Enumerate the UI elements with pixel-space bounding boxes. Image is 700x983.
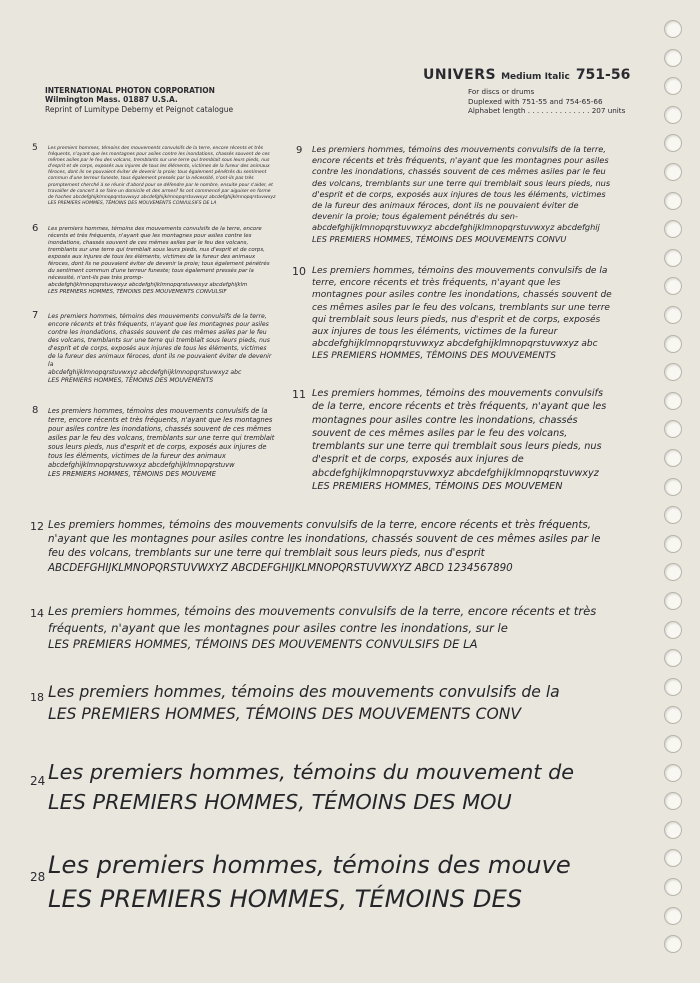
sample-caps: LES PREMIERS HOMMES, TÉMOINS DES MOUVEMEN — [312, 481, 563, 493]
typeface-weight: Medium Italic — [501, 72, 570, 82]
sample-size-7 — [32, 310, 276, 385]
sample-caps: LES PREMIERS HOMMES, TÉMOINS DES MOUVEMENTS — [312, 351, 556, 362]
typeface-code: 751-56 — [575, 67, 631, 83]
sample-size-18 — [30, 682, 613, 725]
binder-hole — [664, 506, 682, 524]
binder-hole — [664, 420, 682, 438]
typeface-family: UNIVERS — [423, 67, 497, 83]
sample-alphabet: abcdefghijklmnopqrstuvwxyz abcdefghijklmnopqrstuvwxyz — [312, 467, 599, 479]
binder-hole — [664, 49, 682, 67]
company-reprint-note: Reprint of Lumitype Deberny et Peignot catalogue — [45, 104, 234, 114]
typeface-title — [423, 64, 653, 83]
sample-size-label: 28 — [30, 870, 46, 884]
sample-size-label: 6 — [32, 223, 39, 234]
binder-hole — [664, 535, 682, 553]
binder-holes — [664, 0, 686, 983]
sample-alphabet: abcdefghijklmnopqrstuvwxyz abcdefghijklmnopqrstuvwxyz abc — [48, 369, 242, 376]
sample-text: Les premiers hommes, témoins des mouvements convulsifs de la terre, encore récents et très fréquents, n'ayant que les montagnes pour asiles contre les inondations, chassés souvent de ces mêmes asiles par le feu des volcans, tremblants sur une terre qui tremblait sous leurs pieds, nus d'esprit et de corps, exposés aux injures de tous les éléments, victimes de la fureur des animaux — [48, 407, 275, 460]
sample-caps: LES PREMIERS HOMMES, TÉMOINS DES MOUVEMENTS CONV — [48, 704, 522, 723]
spec-alphabet-length: Alphabet length . . . . . . . . . . . . . . 207 units — [468, 106, 626, 116]
binder-hole — [664, 706, 682, 724]
sample-size-label: 14 — [30, 607, 44, 620]
sample-size-label: 9 — [296, 145, 303, 156]
sample-size-label: 18 — [30, 691, 44, 704]
sample-size-label: 8 — [32, 405, 39, 416]
sample-text: Les premiers hommes, témoins du mouvement de — [48, 760, 575, 784]
sample-text: Les premiers hommes, témoins des mouvements convulsifs de la terre, encore récents et très fréquents, n'ayant que les montagnes pour asiles contre les inondations, chassés souvent de ces mêmes asiles par le feu des volcans, tremblants sur une terre qui tremblait sous leurs pieds, nus d'esprit et de corps, exposés aux injures de — [312, 388, 607, 466]
sample-text: Les premiers hommes, témoins des mouvements convulsifs de la terre, encore récents et très fréquents, n'ayant que les montagnes pour asiles contre les inondations, chassés souvent de ces mêmes asiles par le feu des volcans, tremblants sur une terre qui tremblait sous leurs pieds, nus d'esprit et de corps, exposés aux injures de tous les éléments, victimes de la fureur des animaux féroces, dont ils ne pouvaient éviter de devenir la proie; tous également pénétrés du sentiment commun d'une terreur funeste, tous également pressés par la nécessité, n'ont-ils pas très promptement cherché à se réunir d'abord pour se défendre par le nombre, ensuite pour s'aider, et travailler de concert à se faire un domicile et des armes? Ils ont commencé par aiguiser en forme de haches abcdefghijklmnopqrstuvwxyz abcdefghijklmnopqrstuvwxyz abcdefghijklmnopqrstuvwxyz — [48, 146, 276, 200]
sample-size-28 — [30, 848, 613, 916]
sample-size-label: 10 — [292, 265, 306, 278]
sample-size-8 — [32, 405, 276, 479]
binder-hole — [664, 592, 682, 610]
binder-hole — [664, 878, 682, 896]
spec-usage: For discs or drums — [468, 87, 535, 96]
sample-caps: LES PREMIERS HOMMES, TÉMOINS DES MOUVEMENTS CONVULSIFS DE LA — [48, 637, 478, 651]
binder-hole — [664, 77, 682, 95]
binder-hole — [664, 134, 682, 152]
sample-text: Les premiers hommes, témoins des mouvements convulsifs de la terre, encore récents et très fréquents, n'ayant que les montagnes pour asiles contre les inondations, sur le — [48, 604, 597, 635]
binder-hole — [664, 306, 682, 324]
binder-hole — [664, 277, 682, 295]
company-name: INTERNATIONAL PHOTON CORPORATION — [45, 86, 215, 95]
binder-hole — [664, 478, 682, 496]
binder-hole — [664, 678, 682, 696]
company-block — [45, 86, 233, 114]
sample-size-12 — [30, 518, 613, 575]
sample-size-11 — [292, 387, 612, 493]
binder-hole — [664, 192, 682, 210]
binder-hole — [664, 764, 682, 782]
binder-hole — [664, 792, 682, 810]
sample-size-label: 12 — [30, 520, 44, 533]
sample-text: Les premiers hommes, témoins des mouvements convulsifs de la terre, encore récents et très fréquents, n'ayant que les montagnes pour asiles contre les inondations, chassés souvent de ces mêmes asiles par le feu des volcans, tremblants sur une terre qui tremblait sous leurs pieds, nus d'esprit et de corps, exposés aux injures de tous les éléments, victimes de la fureur des animaux féroces, dont ils ne pouvaient éviter de devenir la — [48, 313, 272, 368]
binder-hole — [664, 563, 682, 581]
sample-text: Les premiers hommes, témoins des mouve — [48, 851, 571, 879]
sample-size-10 — [292, 265, 612, 363]
spec-duplex: Duplexed with 751-55 and 754-65-66 — [468, 96, 603, 106]
binder-hole — [664, 106, 682, 124]
sample-alphabet: abcdefghijklmnopqrstuvwxyz abcdefghijklmnopqrstuvwxyz abcdefghij — [312, 222, 600, 233]
binder-hole — [664, 621, 682, 639]
binder-hole — [664, 363, 682, 381]
sample-size-label: 5 — [32, 143, 38, 153]
sample-caps: LES PREMIERS HOMMES, TÉMOINS DES MOUVEMENTS — [48, 377, 214, 384]
sample-size-5 — [32, 143, 276, 207]
binder-hole — [664, 849, 682, 867]
binder-hole — [664, 249, 682, 267]
binder-hole — [664, 20, 682, 38]
sample-caps: LES PREMIERS HOMMES, TÉMOINS DES MOUVEMENTS CONVULSIF — [48, 289, 227, 295]
binder-hole — [664, 449, 682, 467]
sample-size-9 — [296, 144, 612, 245]
sample-text: Les premiers hommes, témoins des mouvements convulsifs de la terre, encore récents et très fréquents, n'ayant que les montagnes pour asiles contre les inondations, chassés souvent de ces mêmes asiles par le feu des volcans, tremblants sur une terre qui tremblait sous leurs pieds, nus d'esprit et de corps, exposés aux injures de tous les éléments, victimes de la fureur des animaux féroces, dont ils ne pouvaient éviter de devenir la proie; tous également pénétrés du sentiment commun d'une terreur funeste; tous également pressés par la nécessité, n'ont-ils pas très promp- — [48, 226, 270, 281]
sample-caps: LES PREMIERS HOMMES, TÉMOINS DES MOUVEMENTS CONVULSIFS DE LA — [48, 200, 217, 206]
sample-size-label: 11 — [292, 388, 306, 401]
sample-size-6 — [32, 223, 276, 296]
company-address: Wilmington Mass. 01887 U.S.A. — [45, 95, 178, 105]
sample-alphabet: abcdefghijklmnopqrstuvwxyz abcdefghijklmnopqrstuvw — [48, 461, 235, 469]
sample-size-label: 7 — [32, 310, 39, 321]
sample-text: Les premiers hommes, témoins des mouvements convulsifs de la terre, encore récents et très fréquents, n'ayant que les montagnes pour asiles contre les inondations, chassés souvent de ces mêmes asiles par le feu des volcans, tremblants sur une terre qui tremblait sous leurs pieds, nus d'esprit — [48, 519, 601, 560]
sample-caps: LES PREMIERS HOMMES, TÉMOINS DES — [48, 885, 523, 913]
binder-hole — [664, 163, 682, 181]
sample-alphabet: abcdefghijklmnopqrstuvwxyz abcdefghijklmnopqrstuvwxyz abcdefghijklm — [48, 282, 248, 288]
sample-caps: LES PREMIERS HOMMES, TÉMOINS DES MOU — [48, 790, 512, 814]
binder-hole — [664, 649, 682, 667]
binder-hole — [664, 335, 682, 353]
sample-text: Les premiers hommes, témoins des mouvements convulsifs de la terre, encore récents et très fréquents, n'ayant que les montagnes pour asiles contre les inondations, chassés souvent de ces mêmes asiles par le feu des volcans, tremblants sur une terre qui tremblait sous leurs pieds, nus d'esprit et de corps, exposés aux injures de tous les éléments, victimes de la fureur des animaux féroces, dont ils ne pouvaient éviter de devenir la proie; tous également pénétrés du sen- — [312, 144, 611, 222]
sample-size-14 — [30, 603, 613, 653]
sample-text: Les premiers hommes, témoins des mouvements convulsifs de la — [48, 683, 560, 701]
binder-hole — [664, 220, 682, 238]
sample-text: Les premiers hommes, témoins des mouvements convulsifs de la terre, encore récents et très fréquents, n'ayant que les montagnes pour asiles contre les inondations, chassés souvent de ces mêmes asiles par le feu des volcans, tremblants sur une terre qui tremblait sous leurs pieds, nus d'esprit et de corps, exposés aux injures de tous les éléments, victimes de la fureur — [312, 266, 612, 338]
sample-alphabet: abcdefghijklmnopqrstuvwxyz abcdefghijklmnopqrstuvwxyz abc — [312, 339, 598, 350]
binder-hole — [664, 907, 682, 925]
binder-hole — [664, 821, 682, 839]
sample-caps: LES PREMIERS HOMMES, TÉMOINS DES MOUVEMENTS CONVU — [312, 233, 567, 244]
typeface-specs — [468, 87, 625, 116]
sample-caps: LES PREMIERS HOMMES, TÉMOINS DES MOUVEME — [48, 470, 216, 478]
sample-size-label: 24 — [30, 774, 46, 788]
sample-size-24 — [30, 757, 613, 817]
binder-hole — [664, 735, 682, 753]
sample-caps: ABCDEFGHIJKLMNOPQRSTUVWXYZ ABCDEFGHIJKLMNOPQRSTUVWXYZ ABCD 1234567890 — [48, 561, 513, 574]
binder-hole — [664, 935, 682, 953]
binder-hole — [664, 392, 682, 410]
